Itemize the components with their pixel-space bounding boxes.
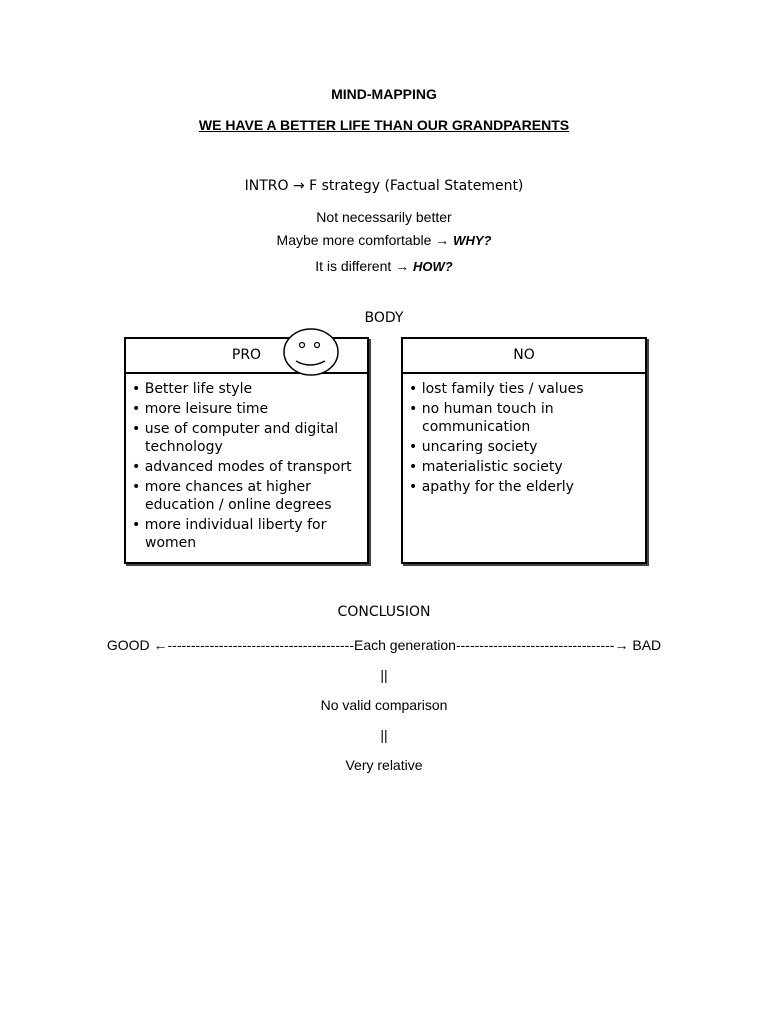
list-item: • more individual liberty for women bbox=[132, 516, 367, 552]
separator-1: || bbox=[380, 667, 388, 683]
body-heading: BODY bbox=[364, 310, 404, 326]
intro-heading: INTRO → F strategy (Factual Statement) bbox=[244, 178, 524, 194]
list-item: • uncaring society bbox=[409, 438, 645, 456]
conclusion-line-2: Very relative bbox=[345, 757, 423, 773]
intro-line-3-emphasis: HOW? bbox=[413, 259, 453, 274]
no-box bbox=[401, 337, 647, 564]
intro-line-1: Not necessarily better bbox=[316, 209, 452, 225]
conclusion-line-1: No valid comparison bbox=[320, 697, 448, 713]
list-item: • lost family ties / values bbox=[409, 380, 645, 398]
pro-list bbox=[126, 374, 367, 552]
intro-line-3 bbox=[0, 258, 768, 274]
document-subtitle: WE HAVE A BETTER LIFE THAN OUR GRANDPARENTS bbox=[198, 117, 570, 133]
list-item: • more chances at higher education / online degrees bbox=[132, 478, 367, 514]
good-bad-spectrum: GOOD ←----------------------------------------Each generation----------------------------------→ BAD bbox=[106, 637, 662, 653]
document-title: MIND-MAPPING bbox=[331, 86, 437, 102]
intro-line-2-text: Maybe more comfortable → bbox=[276, 232, 454, 248]
pro-header: PRO bbox=[126, 339, 367, 374]
list-item: • no human touch in communication bbox=[409, 400, 645, 436]
list-item: • Better life style bbox=[132, 380, 367, 398]
no-header: NO bbox=[403, 339, 645, 374]
list-item: • use of computer and digital technology bbox=[132, 420, 367, 456]
intro-line-3-text: It is different → bbox=[315, 258, 414, 274]
intro-line-2 bbox=[0, 232, 768, 248]
list-item: • advanced modes of transport bbox=[132, 458, 367, 476]
conclusion-heading: CONCLUSION bbox=[337, 604, 431, 620]
separator-2: || bbox=[380, 727, 388, 743]
list-item: • materialistic society bbox=[409, 458, 645, 476]
no-list bbox=[403, 374, 645, 496]
intro-line-2-emphasis: WHY? bbox=[453, 233, 492, 248]
list-item: • more leisure time bbox=[132, 400, 367, 418]
smiley-face-icon bbox=[282, 325, 340, 377]
list-item: • apathy for the elderly bbox=[409, 478, 645, 496]
